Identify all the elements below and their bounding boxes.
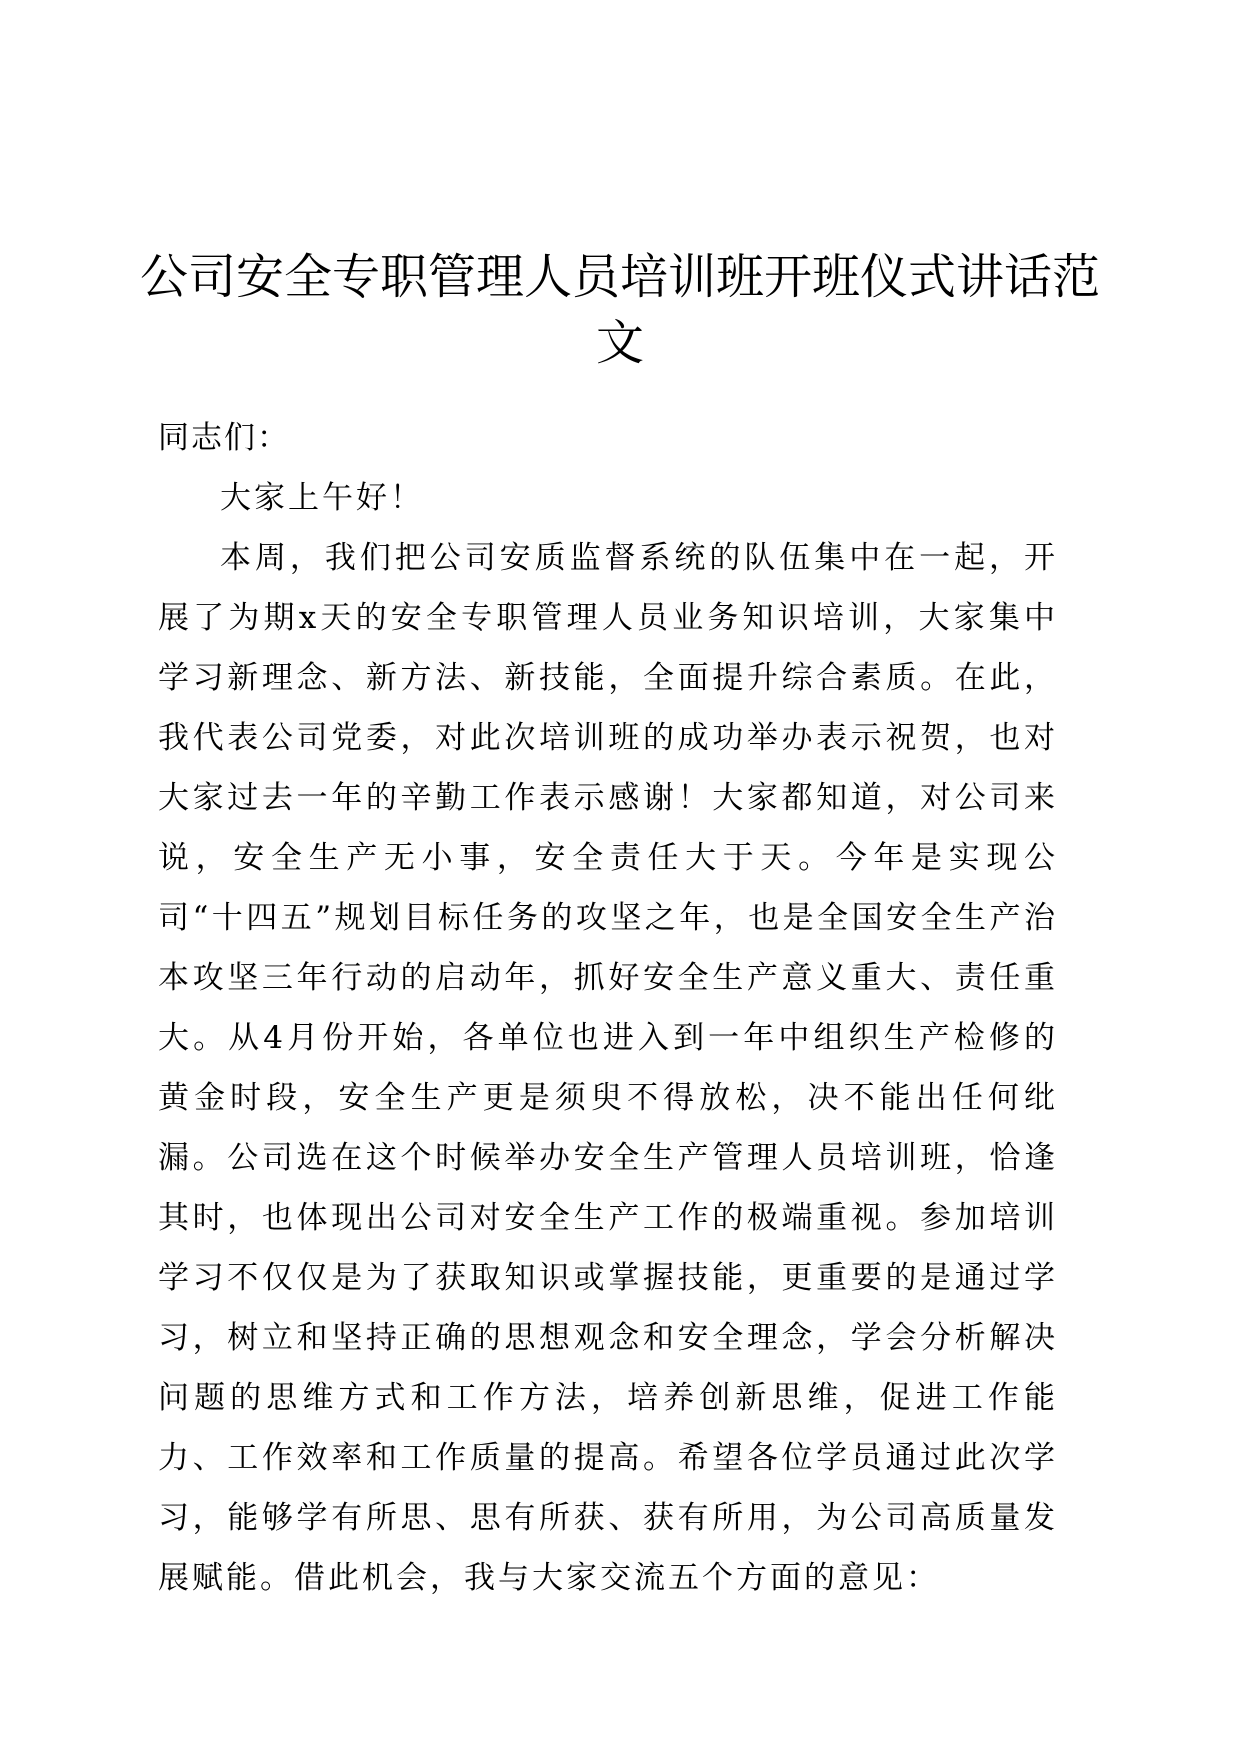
greeting-paragraph: 大家上午好！ [220, 480, 424, 516]
document-title: 公司安全专职管理人员培训班开班仪式讲话范文 [140, 249, 1101, 371]
salutation: 同志们： [158, 420, 290, 456]
document-body [158, 408, 1058, 1608]
body-paragraph: 本周，我们把公司安质监督系统的队伍集中在一起，开展了为期x天的安全专职管理人员业务知识培训，大家集中学习新理念、新方法、新技能，全面提升综合素质。在此，我代表公司党委，对此次培训班的成功举办表示祝贺，也对大家过去一年的辛勤工作表示感谢！大家都知道，对公司来说，安全生产无小事，安全责任大于天。今年是实现公司“十四五”规划目标任务的攻坚之年，也是全国安全生产治本攻坚三年行动的启动年，抓好安全生产意义重大、责任重大。从4月份开始，各单位也进入到一年中组织生产检修的黄金时段，安全生产更是须臾不得放松，决不能出任何纰漏。公司选在这个时候举办安全生产管理人员培训班，恰逢其时，也体现出公司对安全生产工作的极端重视。参加培训学习不仅仅是为了获取知识或掌握技能，更重要的是通过学习，树立和坚持正确的思想观念和安全理念，学会分析解决问题的思维方式和工作方法，培养创新思维，促进工作能力、工作效率和工作质量的提高。希望各位学员通过此次学习，能够学有所思、思有所获、获有所用，为公司高质量发展赋能。借此机会，我与大家交流五个方面的意见： [158, 540, 1058, 1596]
